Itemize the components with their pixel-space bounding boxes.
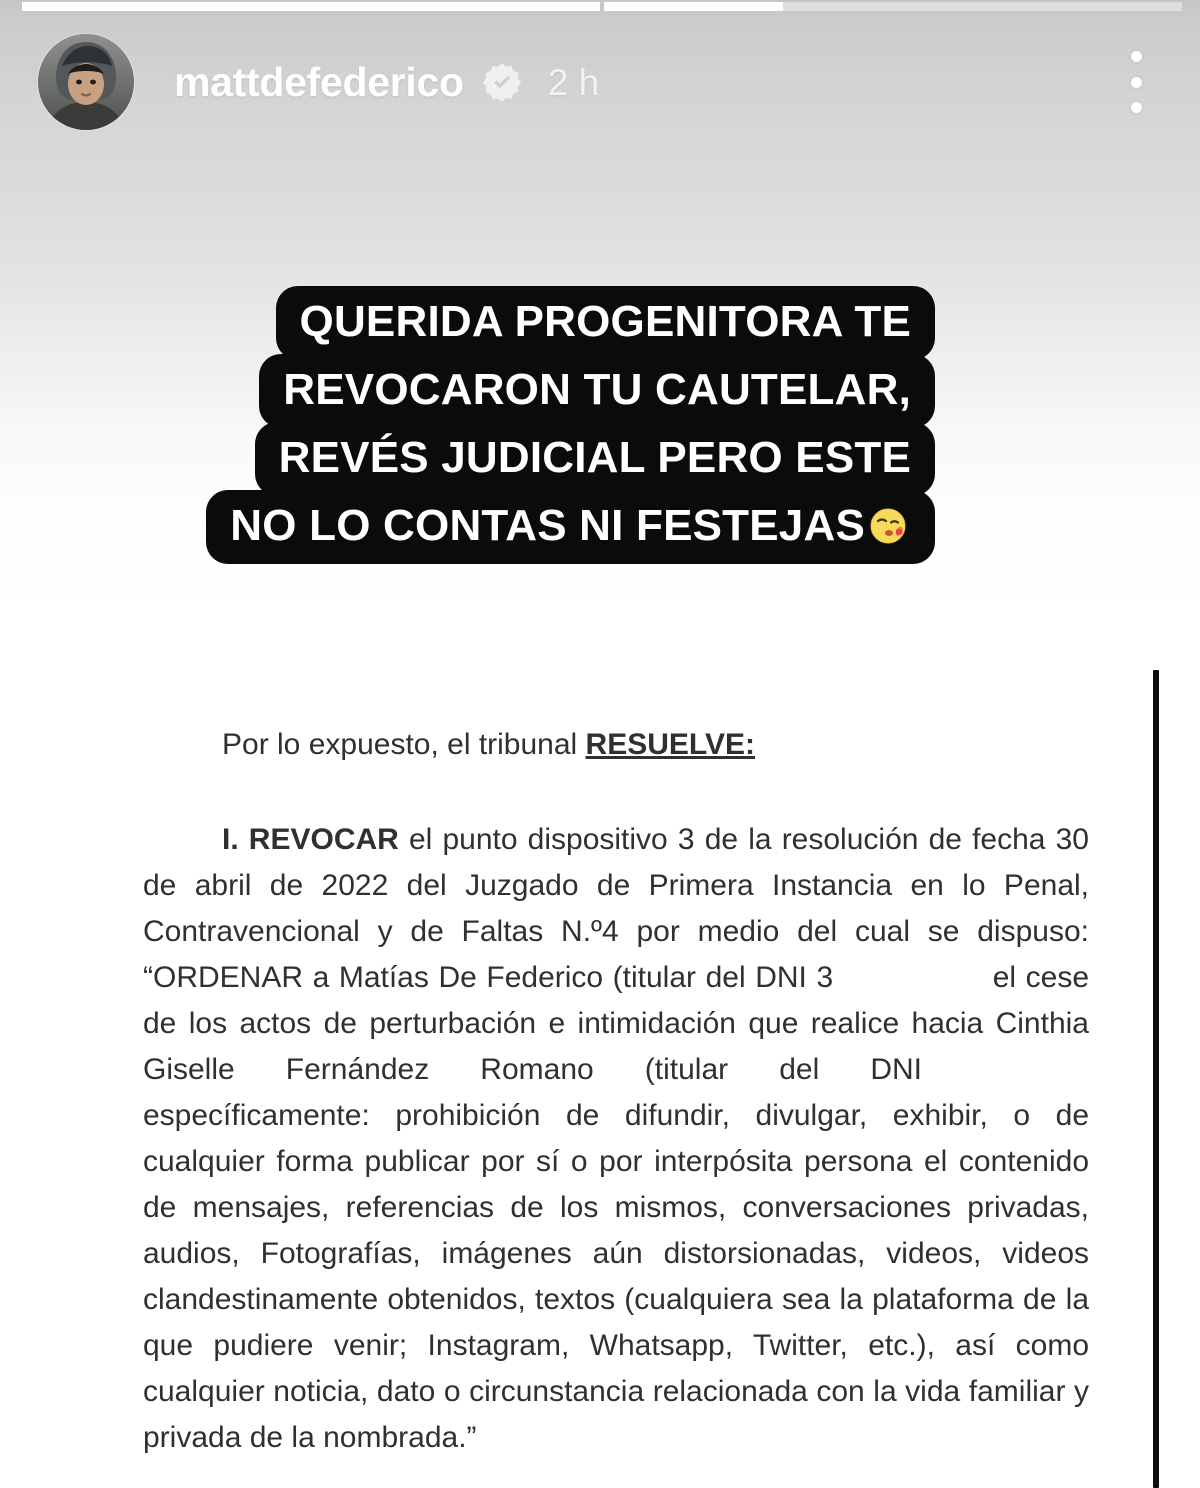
court-ruling-document xyxy=(0,612,1200,1488)
verified-badge-icon xyxy=(482,62,522,102)
overlay-text-line-4-label: NO LO CONTAS NI FESTEJAS xyxy=(230,501,865,550)
resuelve-emphasis: RESUELVE: xyxy=(585,728,756,761)
story-text-sticker[interactable] xyxy=(0,286,1200,564)
more-options-kebab-icon[interactable] xyxy=(1130,51,1142,113)
ruling-numeral: I. REVOCAR xyxy=(222,823,399,856)
document-page-edge-line xyxy=(1153,670,1159,1488)
redacted-dni-number-1 xyxy=(833,955,983,1001)
ruling-part-3: específicamente: prohibición de difundir, divulgar, exhibir, o de cualquier forma publicar por sí o por interpósita persona el contenido de mensajes, referencias de los mismos, conversaciones privadas, audios, Fotografías, imágenes aún distorsionadas, videos, videos clandestinamente obtenidos, textos (cualquiera sea la plataforma de la que pudiere venir; Instagram, Whatsapp, Twitter, etc.), así como cualquier noticia, dato o circunstancia relacionada con la vida familiar y privada de la nombrada.” xyxy=(143,1099,1089,1454)
kebab-dot xyxy=(1131,77,1142,88)
avatar[interactable] xyxy=(38,34,134,130)
kebab-dot xyxy=(1131,102,1142,113)
ruling-part-2: el cese de los actos de perturbación e intimidación que realice hacia Cinthia Giselle Fernández Romano (titular del DNI xyxy=(143,961,1090,1086)
overlay-text-line-1: QUERIDA PROGENITORA TE xyxy=(276,286,935,360)
story-progress-segment-1[interactable] xyxy=(22,2,600,11)
story-progress-fill-2 xyxy=(604,2,783,11)
story-timestamp: 2 h xyxy=(547,61,600,103)
ruling-part-1: el punto dispositivo 3 de la resolución de fecha 30 de abril de 2022 del Juzgado de Primera Instancia en lo Penal, Contravencional y de Faltas N.º4 por medio del cual se dispuso: “ORDENAR a Matías De Federico (titular del DNI 3 xyxy=(143,823,1089,994)
overlay-text-line-3: REVÉS JUDICIAL PERO ESTE xyxy=(255,422,935,496)
username-label[interactable]: mattdefederico xyxy=(174,58,464,105)
redacted-dni-number-2 xyxy=(922,1047,1089,1093)
overlay-text-line-4 xyxy=(206,490,935,564)
intro-prefix-text: Por lo expuesto, el tribunal xyxy=(222,728,586,761)
story-progress-bar-group xyxy=(0,0,1200,14)
story-progress-fill-1 xyxy=(22,2,600,11)
face-blowing-a-kiss-emoji xyxy=(867,504,911,548)
kebab-dot xyxy=(1131,51,1142,62)
story-progress-segment-2[interactable] xyxy=(604,2,1182,11)
story-header xyxy=(0,22,1200,142)
document-intro-paragraph xyxy=(143,722,1089,768)
user-avatar-photo xyxy=(38,34,134,130)
document-ruling-paragraph xyxy=(143,817,1089,1461)
overlay-text-line-2: REVOCARON TU CAUTELAR, xyxy=(259,354,935,428)
